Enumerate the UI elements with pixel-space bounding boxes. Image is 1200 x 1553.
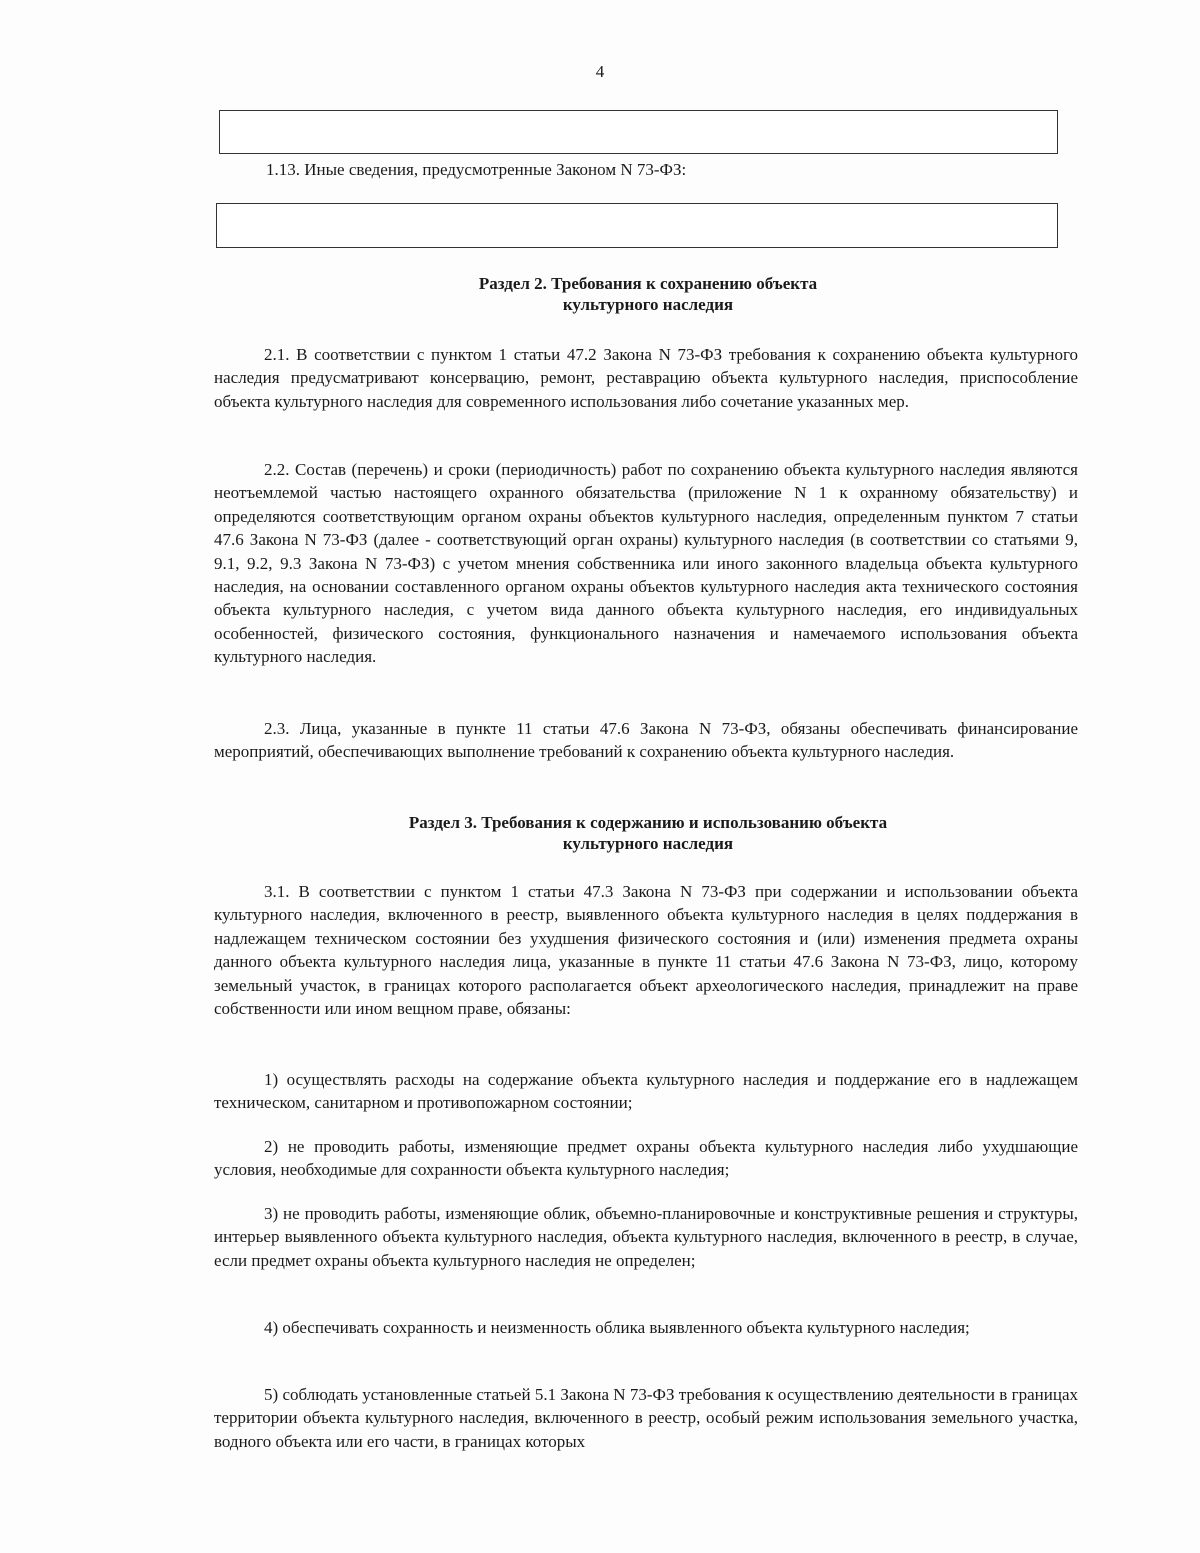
section-3-heading-line1: Раздел 3. Требования к содержанию и использованию объекта: [408, 813, 888, 832]
section-2-heading: [216, 273, 1080, 315]
form-field-box-top: [219, 110, 1058, 154]
paragraph-2-1: 2.1. В соответствии с пунктом 1 статьи 47.2 Закона N 73-ФЗ требования к сохранению объекта культурного наследия предусматривают консервацию, ремонт, реставрацию объекта культурного наследия, приспособление объекта культурного наследия для современного использования либо сочетание указанных мер.: [214, 345, 1078, 411]
list-item-4: 4) обеспечивать сохранность и неизменность облика выявленного объекта культурного наследия;: [264, 1318, 970, 1337]
section-2-heading-line2: культурного наследия: [562, 295, 734, 314]
list-item-3: 3) не проводить работы, изменяющие облик, объемно-планировочные и конструктивные решения и структуры, интерьер выявленного объекта культурного наследия, объекта культурного наследия, включенного в реестр, в случае, если предмет охраны объекта культурного наследия не определен;: [214, 1204, 1078, 1270]
section-3-heading: [216, 812, 1080, 854]
section-3-heading-line2: культурного наследия: [562, 834, 734, 853]
paragraph-2-3: 2.3. Лица, указанные в пункте 11 статьи 47.6 Закона N 73-ФЗ, обязаны обеспечивать финансирование мероприятий, обеспечивающих выполнение требований к сохранению объекта культурного наследия.: [214, 719, 1078, 762]
list-item-5: 5) соблюдать установленные статьей 5.1 Закона N 73-ФЗ требования к осуществлению деятельности в границах территории объекта культурного наследия, включенного в реестр, особый режим использования земельного участка, водного объекта или его части, в границах которых: [214, 1385, 1078, 1451]
paragraph-2-2: 2.2. Состав (перечень) и сроки (периодичность) работ по сохранению объекта культурного наследия являются неотъемлемой частью настоящего охранного обязательства (приложение N 1 к охранному обязательству) и определяются соответствующим органом охраны объектов культурного наследия, определенным пунктом 7 статьи 47.6 Закона N 73-ФЗ (далее - соответствующий орган охраны) культурного наследия (в соответствии со статьями 9, 9.1, 9.2, 9.3 Закона N 73-ФЗ) с учетом мнения собственника или иного законного владельца объекта культурного наследия, на основании составленного органом охраны объектов культурного наследия акта технического состояния объекта культурного наследия, с учетом вида данного объекта культурного наследия, его индивидуальных особенностей, физического состояния, функционального назначения и намечаемого использования объекта культурного наследия.: [214, 460, 1078, 667]
page-number: 4: [595, 62, 605, 81]
list-item-2: 2) не проводить работы, изменяющие предмет охраны объекта культурного наследия либо ухудшающие условия, необходимые для сохранности объекта культурного наследия;: [214, 1137, 1078, 1180]
form-field-box-item-1-13: [216, 203, 1058, 248]
section-2-heading-line1: Раздел 2. Требования к сохранению объекта: [478, 274, 818, 293]
paragraph-3-1: 3.1. В соответствии с пунктом 1 статьи 47.3 Закона N 73-ФЗ при содержании и использовании объекта культурного наследия, включенного в реестр, выявленного объекта культурного наследия в целях поддержания в надлежащем техническом состоянии без ухудшения физического состояния и (или) изменения предмета охраны данного объекта культурного наследия лица, указанные в пункте 11 статьи 47.6 Закона N 73-ФЗ, лицо, которому земельный участок, в границах которого располагается объект археологического наследия, принадлежит на праве собственности или ином вещном праве, обязаны:: [214, 882, 1078, 1019]
item-1-13-label: 1.13. Иные сведения, предусмотренные Законом N 73-ФЗ:: [266, 160, 687, 179]
list-item-1: 1) осуществлять расходы на содержание объекта культурного наследия и поддержание его в надлежащем техническом, санитарном и противопожарном состоянии;: [214, 1070, 1078, 1113]
